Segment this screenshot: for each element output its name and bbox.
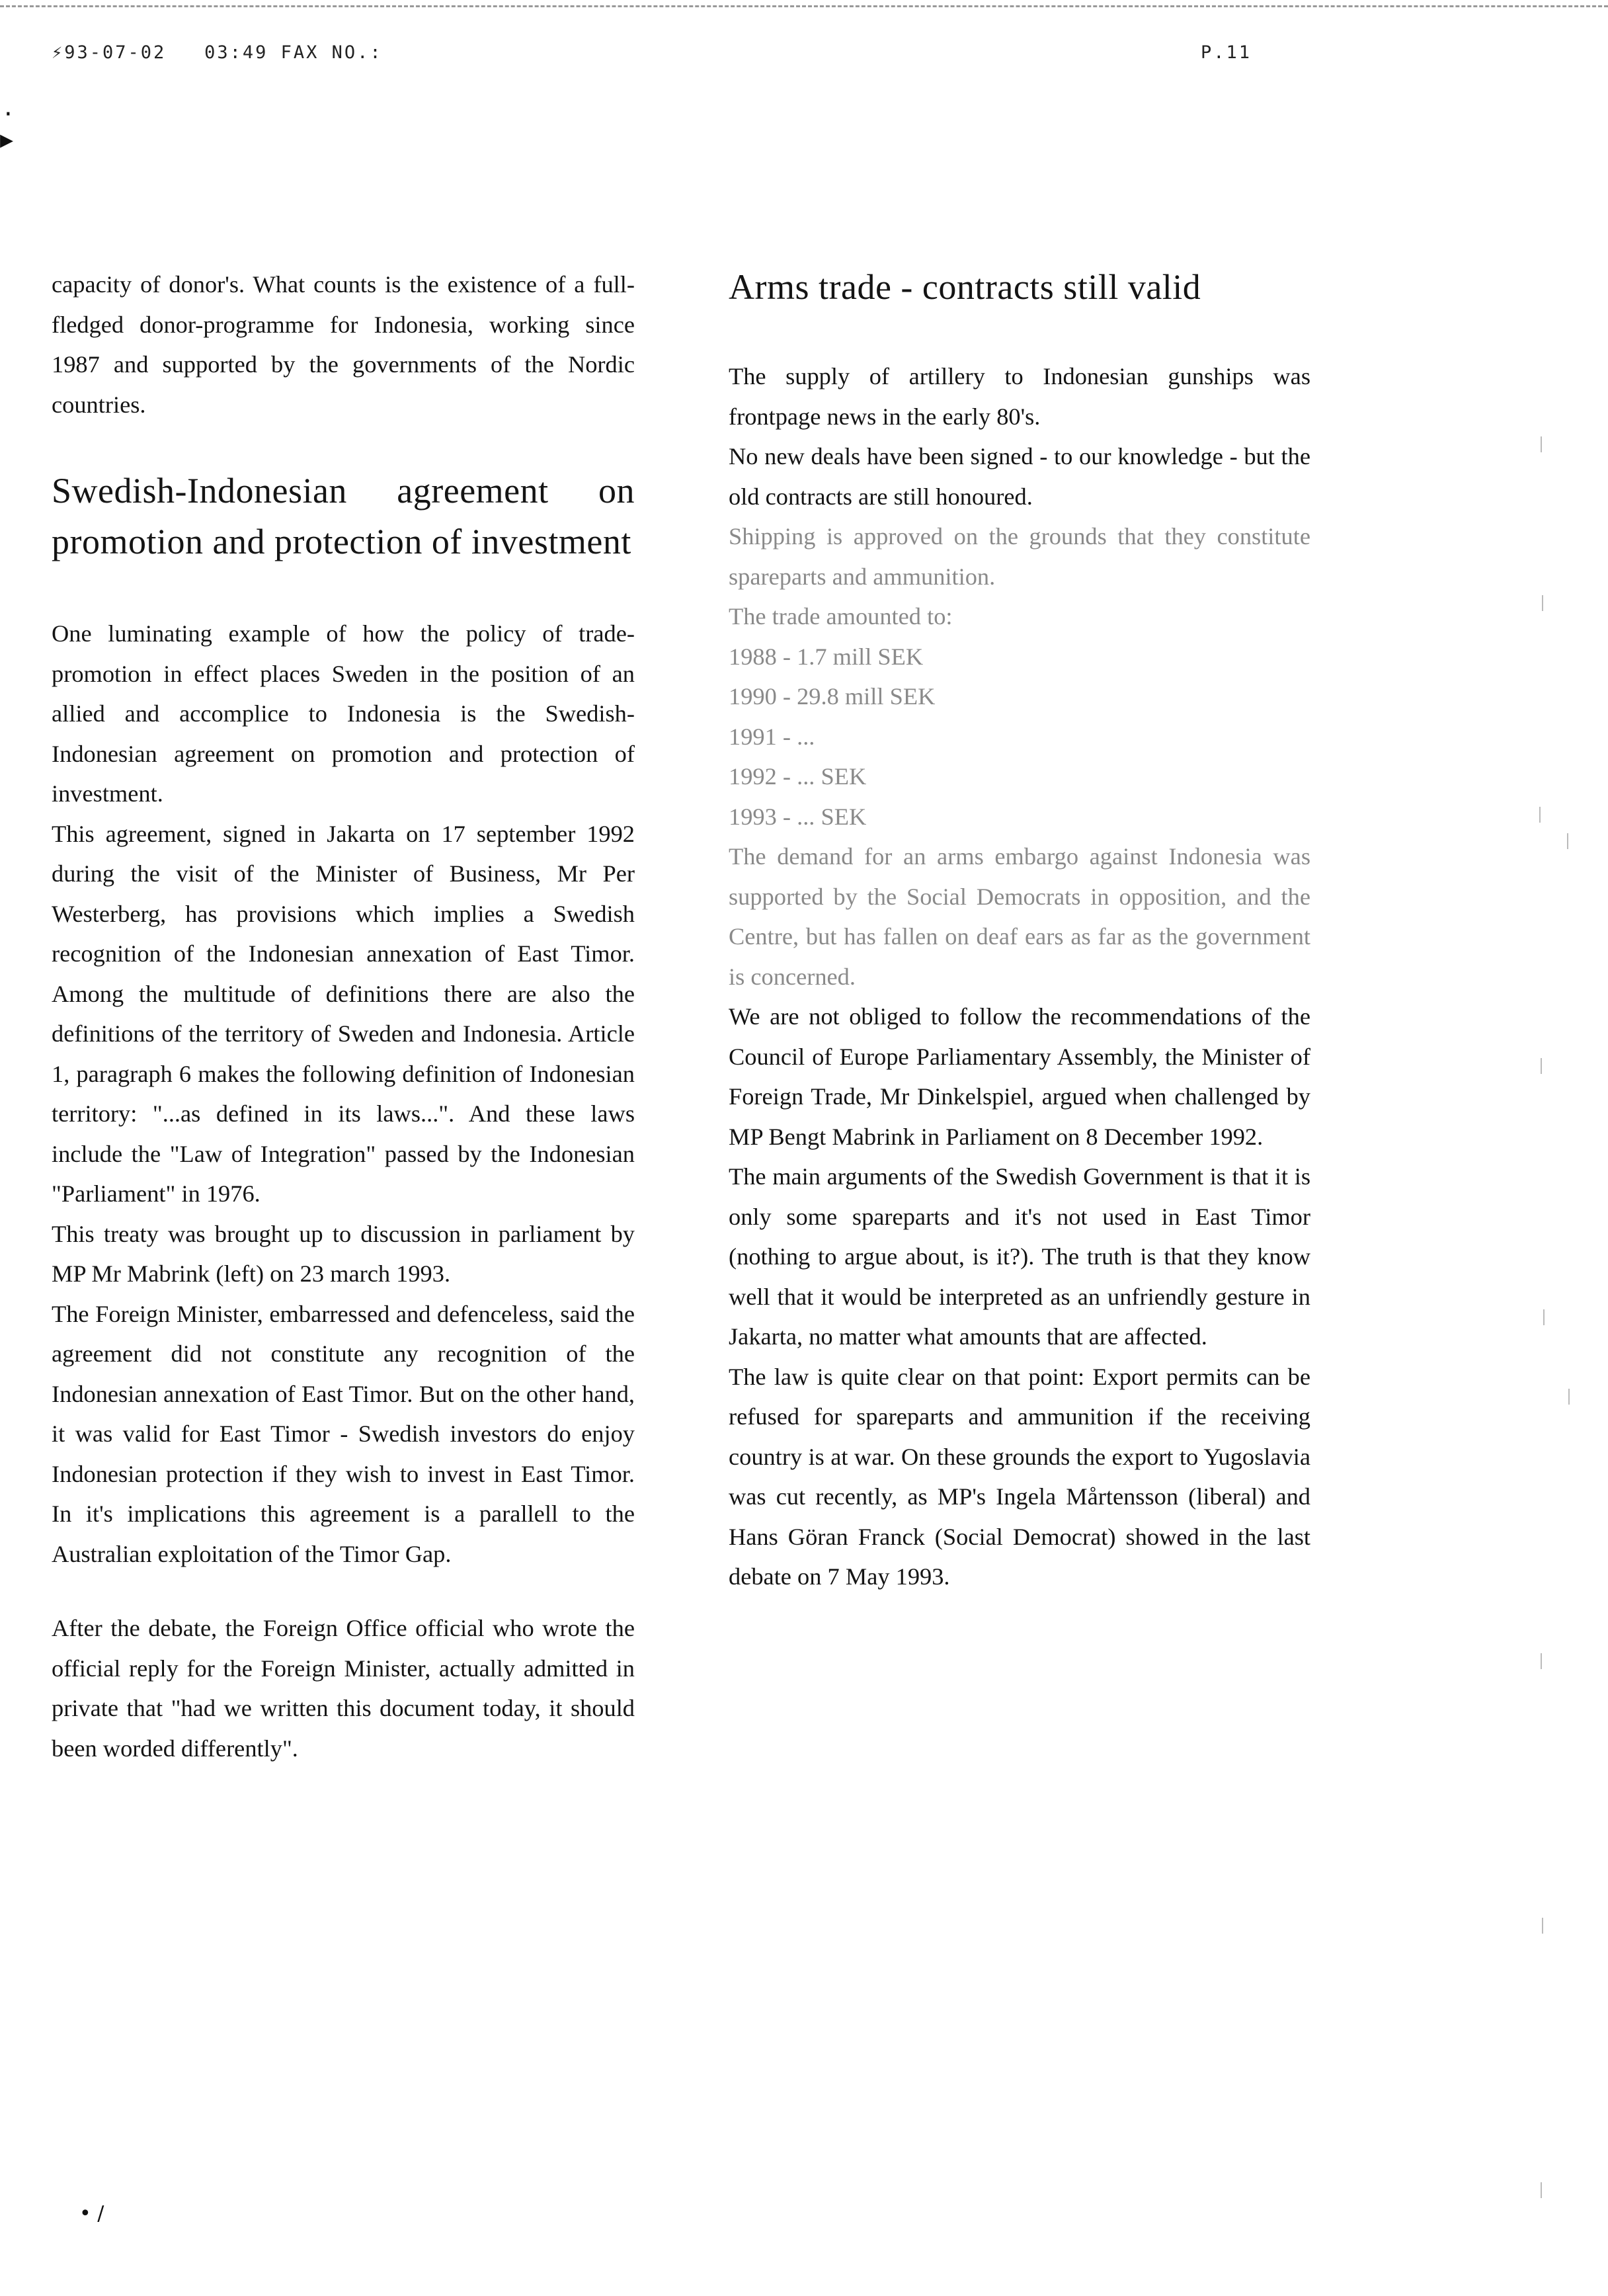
fax-timestamp: ⚡93-07-02 03:49 FAX NO.:: [52, 42, 383, 63]
left-column: [52, 265, 635, 1768]
right-paragraph: The supply of artillery to Indonesian gunships was frontpage news in the early 80's.: [729, 363, 1310, 430]
left-paragraph: This treaty was brought up to discussion in parliament by MP Mr Mabrink (left) on 23 march 1993.: [52, 1220, 635, 1287]
right-paragraph: The demand for an arms embargo against Indonesia was supported by the Social Democrats in opposition, and the Centre, but has fallen on deaf ears as far as the government is concerned.: [729, 843, 1310, 990]
left-section-heading: Swedish-Indonesian agreement on promotion and protection of investment: [52, 471, 635, 561]
left-paragraph: This agreement, signed in Jakarta on 17 september 1992 during the visit of the Minister of Business, Mr Per Westerberg, has provisions which implies a Swedish recognition of the Indonesian annexation of East Timor. Among the multitude of definitions there are also the definitions of the territory of Sweden and Indonesia. Article 1, paragraph 6 makes the following definition of Indonesian territory: "...as defined in its laws...". And these laws include the "Law of Integration" passed by the Indonesian "Parliament" in 1976.: [52, 820, 635, 1207]
left-paragraph: The Foreign Minister, embarressed and defenceless, said the agreement did not constitute any recognition of the Indonesian annexation of East Timor. But on the other hand, it was valid for East Timor - Swedish investors do enjoy Indonesian protection if they wish to invest in East Timor. In it's implications this agreement is a parallell to the Australian exploitation of the Timor Gap.: [52, 1300, 635, 1567]
scan-mark: ▸: [0, 124, 14, 155]
left-paragraph: After the debate, the Foreign Office official who wrote the official reply for the Foreign Minister, actually admitted in private that "had we written this document today, it should been worded differently".: [52, 1615, 635, 1762]
trade-list-item: 1988 - 1.7 mill SEK: [729, 643, 924, 670]
left-paragraph: One luminating example of how the policy of trade-promotion in effect places Sweden in the position of an allied and accomplice to Indonesia is the Swedish-Indonesian agreement on promotion and protection of investment.: [52, 620, 635, 807]
right-section-heading: Arms trade - contracts still valid: [729, 267, 1201, 307]
right-column: [729, 265, 1310, 1597]
trade-list-item: 1992 - ... SEK: [729, 763, 867, 790]
left-intro-paragraph: capacity of donor's. What counts is the existence of a full-fledged donor-programme for Indonesia, working since 1987 and supported by the governments of the Nordic countries.: [52, 271, 635, 418]
scan-mark: ·: [4, 99, 13, 130]
trade-list-item: 1993 - ... SEK: [729, 803, 867, 830]
fax-edge-line: [0, 5, 1608, 7]
fax-header: [52, 42, 1559, 75]
right-paragraph: We are not obliged to follow the recommendations of the Council of Europe Parliamentary Assembly, the Minister of Foreign Trade, Mr Dinkelspiel, argued when challenged by MP Bengt Mabrink in Parliament on 8 December 1992.: [729, 1003, 1310, 1150]
right-column-body: [729, 356, 1310, 1597]
trade-list-item: The trade amounted to:: [729, 603, 953, 630]
trade-list-item: 1990 - 29.8 mill SEK: [729, 683, 936, 710]
right-paragraph: No new deals have been signed - to our knowledge - but the old contracts are still honoured.: [729, 443, 1310, 510]
scan-mark: • /: [79, 2202, 104, 2225]
right-paragraph: Shipping is approved on the grounds that they constitute spareparts and ammunition.: [729, 523, 1310, 590]
right-paragraph: The law is quite clear on that point: Export permits can be refused for spareparts and ammunition if the receiving country is at war. On these grounds the export to Yugoslavia was cut recently, as MP's Ingela Mårtensson (liberal) and Hans Göran Franck (Social Democrat) showed in the last debate on 7 May 1993.: [729, 1363, 1310, 1590]
right-paragraph: The main arguments of the Swedish Government is that it is only some spareparts and it's not used in East Timor (nothing to argue about, is it?). The truth is that they know well that it would be interpreted as an unfriendly gesture in Jakarta, no matter what amounts that are affected.: [729, 1163, 1310, 1350]
scan-noise: [1527, 397, 1593, 2248]
fax-page-number: P.11: [1201, 42, 1252, 63]
trade-list-item: 1991 - ...: [729, 723, 815, 750]
